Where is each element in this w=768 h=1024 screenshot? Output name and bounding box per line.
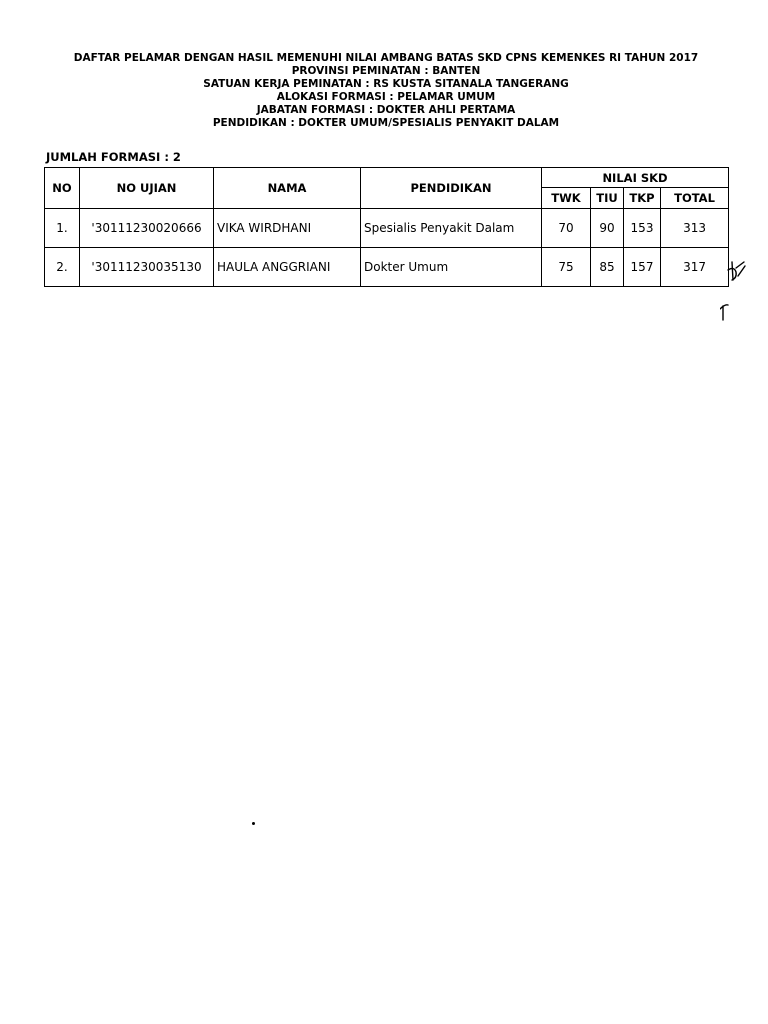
scan-speck <box>252 822 255 825</box>
results-table <box>44 167 729 287</box>
cell-twk: 70 <box>542 209 591 248</box>
jumlah-formasi: JUMLAH FORMASI : 2 <box>46 150 181 164</box>
header-nama: NAMA <box>214 168 361 209</box>
header-tkp: TKP <box>624 188 661 209</box>
header-nilai-skd: NILAI SKD <box>542 168 729 188</box>
cell-total: 313 <box>661 209 729 248</box>
header-pendidikan: PENDIDIKAN <box>361 168 542 209</box>
cell-total: 317 <box>661 248 729 287</box>
document-title: DAFTAR PELAMAR DENGAN HASIL MEMENUHI NILAI AMBANG BATAS SKD CPNS KEMENKES RI TAHUN 2017 <box>73 52 699 64</box>
cell-twk: 75 <box>542 248 591 287</box>
document-header <box>40 52 732 130</box>
header-twk: TWK <box>542 188 591 209</box>
cell-pendidikan: Dokter Umum <box>361 248 542 287</box>
header-total: TOTAL <box>661 188 729 209</box>
cell-pendidikan: Spesialis Penyakit Dalam <box>361 209 542 248</box>
cell-tiu: 90 <box>591 209 624 248</box>
cell-tkp: 157 <box>624 248 661 287</box>
header-tiu: TIU <box>591 188 624 209</box>
table-row <box>45 209 729 248</box>
header-no: NO <box>45 168 80 209</box>
cell-no-ujian: '30111230020666 <box>80 209 214 248</box>
provinsi-line: PROVINSI PEMINATAN : BANTEN <box>291 65 481 77</box>
handwritten-initials <box>720 258 760 328</box>
header-no-ujian: NO UJIAN <box>80 168 214 209</box>
table-header-row <box>45 168 729 188</box>
cell-no-ujian: '30111230035130 <box>80 248 214 287</box>
cell-nama: VIKA WIRDHANI <box>214 209 361 248</box>
cell-no: 2. <box>45 248 80 287</box>
cell-no: 1. <box>45 209 80 248</box>
jabatan-formasi-line: JABATAN FORMASI : DOKTER AHLI PERTAMA <box>256 104 516 116</box>
cell-tiu: 85 <box>591 248 624 287</box>
alokasi-formasi-line: ALOKASI FORMASI : PELAMAR UMUM <box>276 91 496 103</box>
satuan-kerja-line: SATUAN KERJA PEMINATAN : RS KUSTA SITANALA TANGERANG <box>203 78 569 90</box>
pendidikan-line: PENDIDIKAN : DOKTER UMUM/SPESIALIS PENYAKIT DALAM <box>212 117 560 129</box>
cell-tkp: 153 <box>624 209 661 248</box>
table-row <box>45 248 729 287</box>
cell-nama: HAULA ANGGRIANI <box>214 248 361 287</box>
